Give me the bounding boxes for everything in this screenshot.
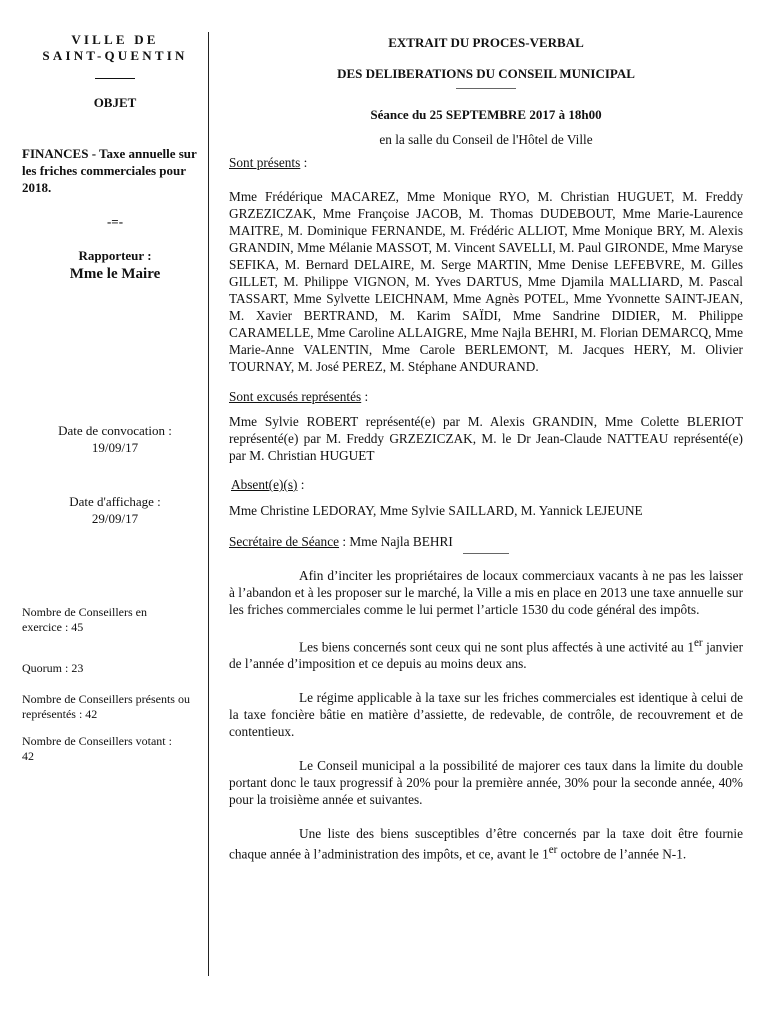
paragraph-5-a: Une liste des biens susceptibles d’être concernés par la taxe doit être fournie chaque année à l’administration des impôts, et ce, avant le 1 (229, 826, 743, 862)
absents-heading: Absent(e)(s) : (231, 477, 305, 492)
paragraph-5 (229, 825, 743, 862)
excuses-list: Mme Sylvie ROBERT représenté(e) par M. Alexis GRANDIN, Mme Colette BLERIOT représenté(e) par M. Freddy GRZEZICZAK, M. le Dr Jean-Claude NATTEAU représenté(e) par M. Christian HUGUET (229, 414, 743, 463)
excuses-heading: Sont excusés représentés : (229, 389, 369, 404)
secretaire-rule (463, 553, 509, 554)
paragraph-2 (229, 635, 743, 672)
paragraph-3: Le régime applicable à la taxe sur les friches commerciales est identique à celui de la taxe foncière bâtie en matière d’assiette, de redevable, de contrôle, de recouvrement et de contentieux. (229, 690, 743, 740)
header-rule (456, 88, 516, 89)
convocation-date: 19/09/17 (91, 440, 139, 455)
stats-quorum: Quorum : 23 (22, 661, 84, 675)
paragraph-1: Afin d’inciter les propriétaires de locaux commerciaux vacants à ne pas les laisser à l’abandon et à les proposer sur le marché, la Ville a mis en place en 2013 une taxe annuelle sur les friches commerciales comme le lui permet l’article 1530 du code général des impôts. (229, 568, 743, 617)
deliberation-subject: FINANCES - Taxe annuelle sur les friches commerciales pour 2018. (22, 146, 197, 195)
excuses-label: Sont excusés représentés (229, 389, 362, 404)
presents-label: Sont présents (229, 155, 301, 170)
paragraph-2-b: janvier de l’année d’imposition et ce depuis au moins deux ans. (229, 639, 744, 672)
main-column (229, 32, 743, 863)
stats-presents: Nombre de Conseillers présents ou représentés : 42 (22, 692, 190, 721)
affichage-label: Date d'affichage : (69, 494, 161, 509)
seance-lieu: en la salle du Conseil de l'Hôtel de Ville (379, 132, 593, 147)
column-divider (208, 32, 209, 976)
affichage-block (22, 493, 208, 527)
stats-votant: Nombre de Conseillers votant : 42 (22, 734, 172, 763)
secretaire-name: Mme Najla BEHRI (349, 534, 453, 549)
paragraph-2-a: Les biens concernés sont ceux qui ne sont plus affectés à une activité au 1 (299, 639, 694, 655)
ville-line-1: VILLE DE (71, 32, 159, 47)
presents-heading: Sont présents : (229, 155, 308, 170)
seance-date: Séance du 25 SEPTEMBRE 2017 à 18h00 (370, 107, 602, 122)
rapporteur-name: Mme le Maire (69, 266, 161, 282)
objet-heading: OBJET (93, 95, 137, 110)
secretaire-line: Secrétaire de Séance : Mme Najla BEHRI (229, 534, 453, 549)
header-title-1: EXTRAIT DU PROCES-VERBAL (388, 35, 584, 50)
secretaire-label: Secrétaire de Séance (229, 534, 339, 549)
paragraph-4: Le Conseil municipal a la possibilité de majorer ces taux dans la limite du double portant donc le taux progressif à 20% pour la première année, 30% pour la seconde année, 40% pour la troisième année et suivantes. (229, 758, 743, 808)
convocation-block (22, 422, 208, 456)
stats-exercice: Nombre de Conseillers en exercice : 45 (22, 605, 147, 634)
ville-line-2: SAINT-QUENTIN (42, 48, 188, 63)
affichage-date: 29/09/17 (91, 511, 139, 526)
absents-label: Absent(e)(s) (231, 477, 298, 492)
ville-underline (95, 78, 135, 79)
convocation-label: Date de convocation : (58, 423, 172, 438)
presents-list: Mme Frédérique MACAREZ, Mme Monique RYO, M. Christian HUGUET, M. Freddy GRZEZICZAK, Mme Françoise JACOB, M. Thomas DUDEBOUT, Mme Marie-Laurence MAITRE, M. Dominique FERNANDE, M. Frédéric ALLIOT, Mme Monique BRY, M. Alexis GRANDIN, Mme Mélanie MASSOT, M. Vincent SAVELLI, M. Paul GIRONDE, Mme Maryse SEFIKA, M. Bernard DELAIRE, M. Serge MARTIN, Mme Denise LEFEBVRE, M. Gilles GILLET, M. Philippe VIGNON, M. Yves DARTUS, Mme Djamila MALLIARD, M. Pascal TASSART, Mme Sylvette LEICHNAM, Mme Agnès POTEL, Mme Yvonnette SAINT-JEAN, M. Xavier BERTRAND, M. Karim SAÏDI, Mme Sandrine DIDIER, M. Philippe CARAMELLE, Mme Caroline ALLAIGRE, Mme Najla BEHRI, M. Florian DEMARCQ, Mme Marie-Anne VALENTIN, Mme Carole BERLEMONT, M. Jacques HERY, M. Olivier TOURNAY, M. José PEREZ, M. Stéphane ANDURAND. (229, 189, 743, 374)
paragraph-5-b: octobre de l’année N-1. (557, 846, 687, 862)
left-column (22, 32, 208, 764)
header-title-2: DES DELIBERATIONS DU CONSEIL MUNICIPAL (337, 66, 635, 81)
paragraph-5-sup: er (548, 844, 558, 857)
rapporteur-label: Rapporteur : (78, 248, 152, 263)
absents-list: Mme Christine LEDORAY, Mme Sylvie SAILLARD, M. Yannick LEJEUNE (229, 503, 643, 518)
separator-dash: -=- (106, 214, 124, 229)
paragraph-2-sup: er (693, 637, 703, 649)
